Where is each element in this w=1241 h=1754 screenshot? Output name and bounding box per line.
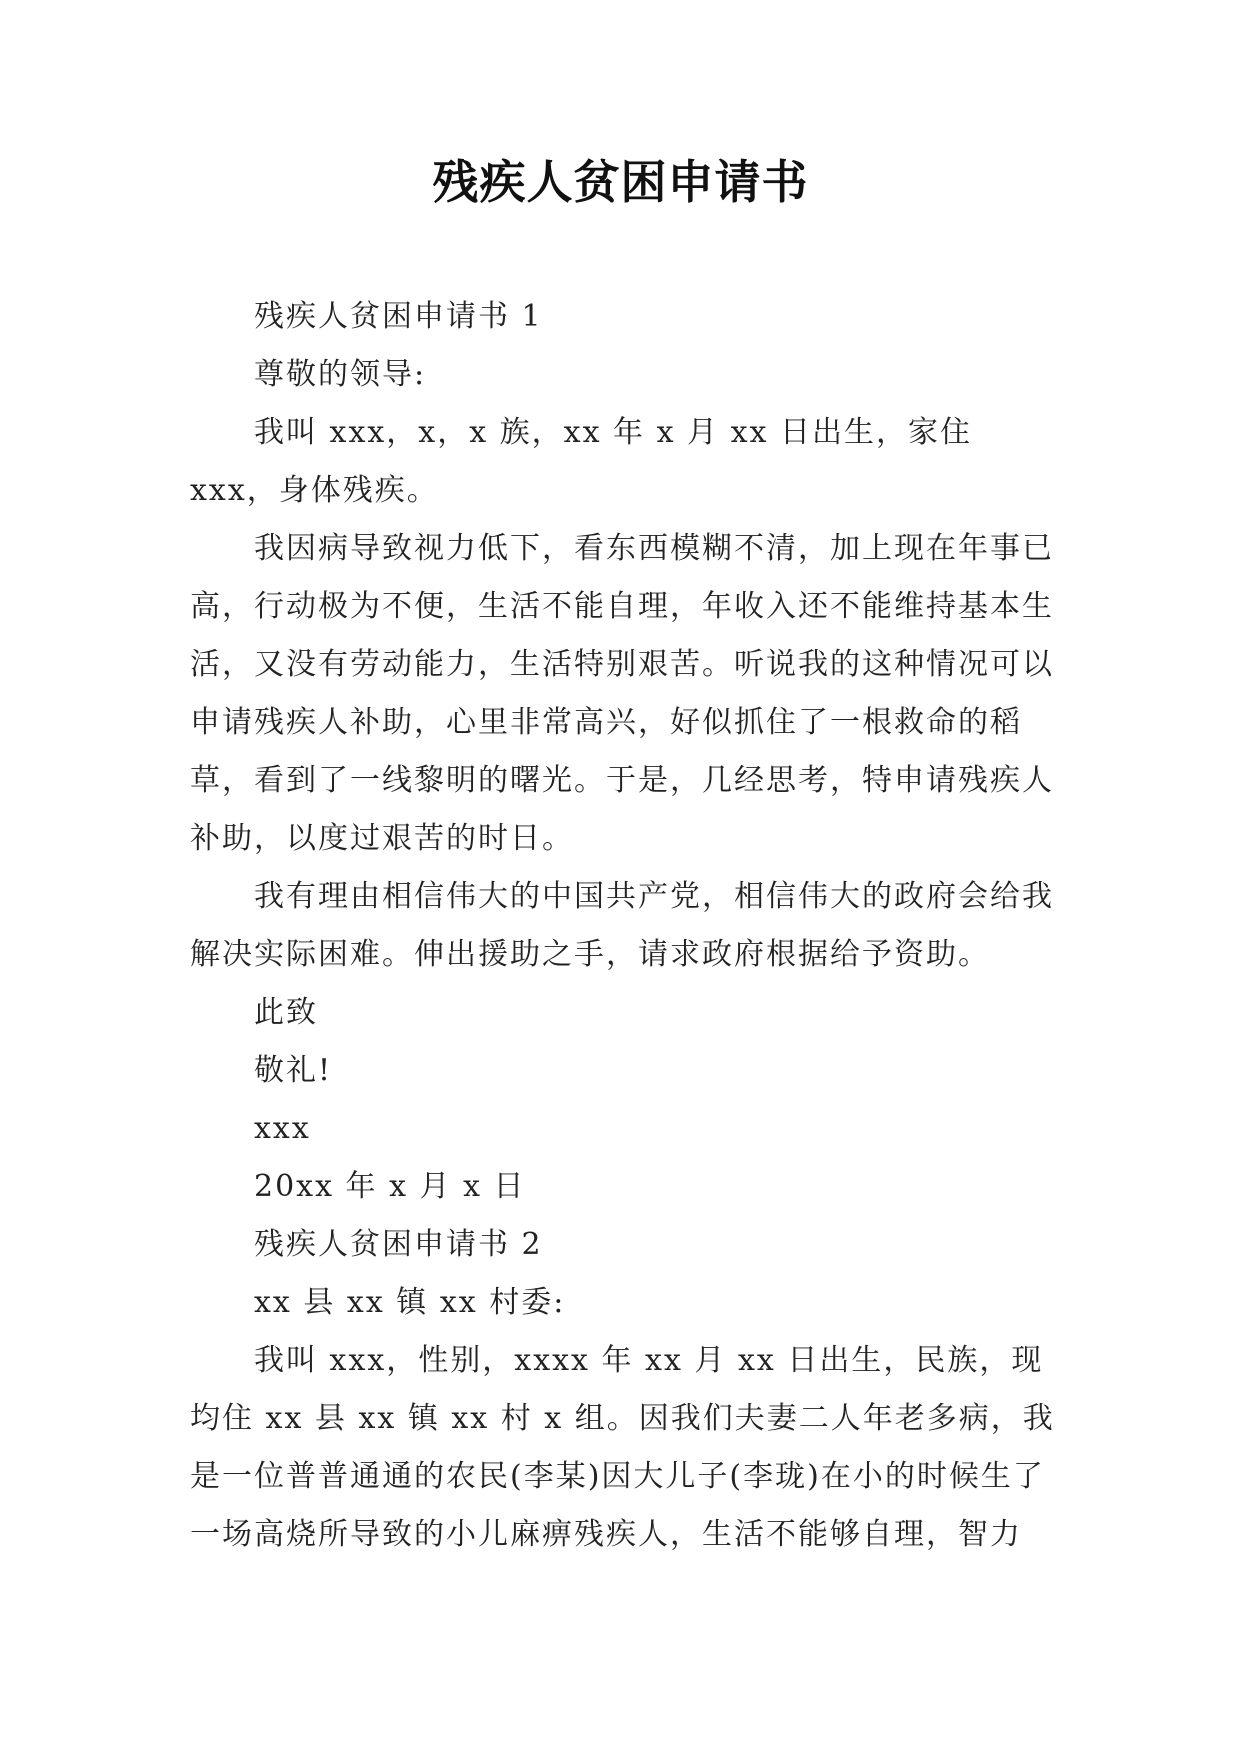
signature-date: 20xx 年 x 月 x 日 <box>254 1169 526 1204</box>
signature-name: xxx <box>254 1111 311 1146</box>
body-paragraph: 我叫 xxx，性别，xxxx 年 xx 月 xx 日出生，民族，现均住 xx 县 xx 镇 xx 村 x 组。因我们夫妻二人年老多病，我是一位普普通通的农民(李某)因大儿子(李珑)在小的时候生了一场高烧所导致的小儿麻痹残疾人，生活不能够自理，智力 <box>190 1343 1055 1552</box>
document-body <box>190 288 1058 1564</box>
closing-phrase: 此致 <box>254 995 318 1030</box>
document-title: 残疾人贫困申请书 <box>432 155 809 209</box>
salutation: 尊敬的领导: <box>254 357 427 392</box>
section-heading-2: 残疾人贫困申请书 2 <box>254 1227 543 1262</box>
body-paragraph: 我因病导致视力低下，看东西模糊不清，加上现在年事已高，行动极为不便，生活不能自理，年收入还不能维持基本生活，又没有劳动能力，生活特别艰苦。听说我的这种情况可以申请残疾人补助，心里非常高兴，好似抓住了一根救命的稻草，看到了一线黎明的曙光。于是，几经思考，特申请残疾人补助，以度过艰苦的时日。 <box>190 531 1054 856</box>
body-paragraph: 我叫 xxx，x，x 族，xx 年 x 月 xx 日出生，家住 xxx，身体残疾。 <box>190 415 972 508</box>
body-paragraph: 我有理由相信伟大的中国共产党，相信伟大的政府会给我解决实际困难。伸出援助之手，请求政府根据给予资助。 <box>190 879 1054 972</box>
salutation: xx 县 xx 镇 xx 村委: <box>254 1285 566 1320</box>
section-heading-1: 残疾人贫困申请书 1 <box>254 299 543 334</box>
closing-regards: 敬礼! <box>254 1053 333 1088</box>
